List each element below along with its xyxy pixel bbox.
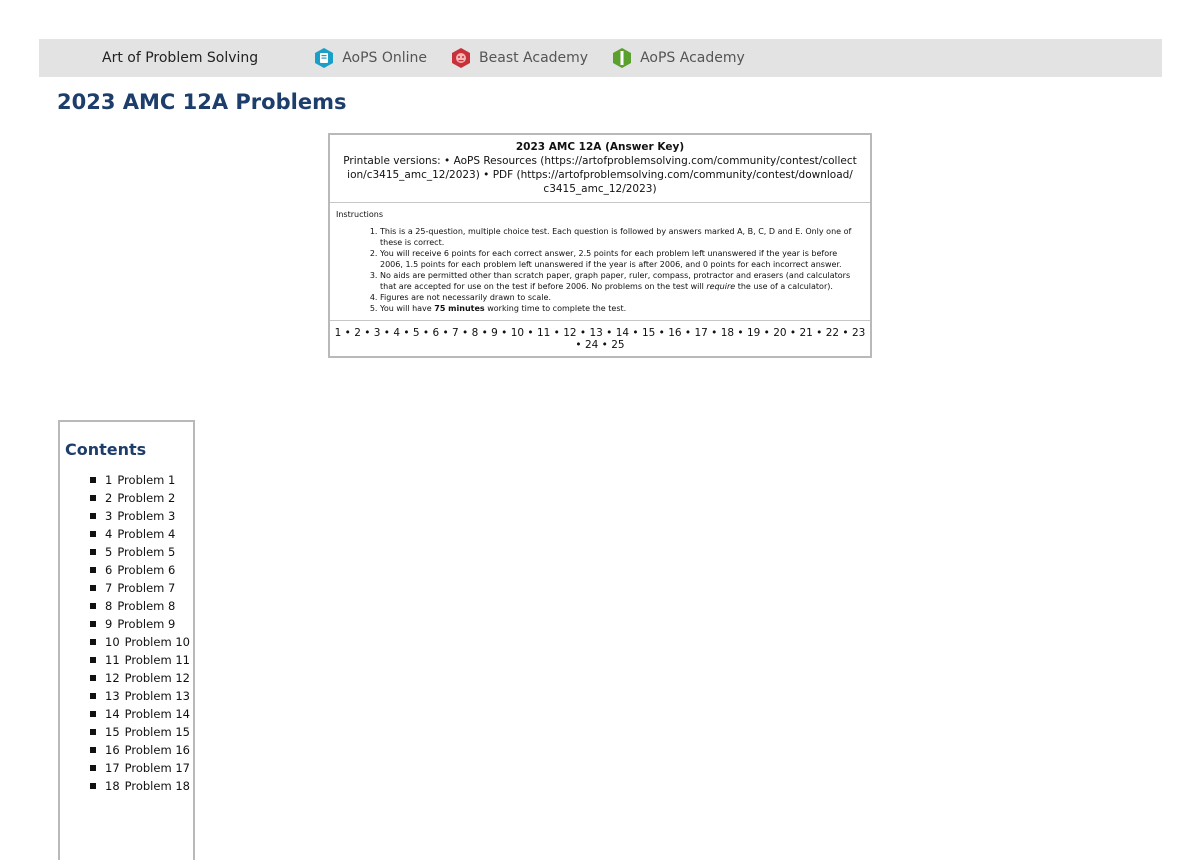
problem-number-link[interactable]: 12 — [563, 327, 577, 339]
problem-number-link[interactable]: 17 — [694, 327, 708, 339]
separator-bullet: • — [734, 327, 747, 339]
bullet-icon — [90, 747, 96, 753]
toc-item[interactable] — [90, 525, 193, 543]
toc-item-number: 18 — [105, 779, 120, 793]
toc-item-number: 8 — [105, 599, 113, 613]
toc-item[interactable] — [90, 507, 193, 525]
nav-link-beast-academy[interactable] — [451, 47, 588, 69]
page-title: 2023 AMC 12A Problems — [57, 90, 347, 114]
info-box-title — [336, 140, 864, 154]
separator-bullet: • — [458, 327, 472, 339]
problem-number-link[interactable]: 20 — [773, 327, 787, 339]
nav-link-label: Beast Academy — [479, 50, 589, 66]
instructions-label: Instructions — [336, 210, 383, 219]
toc-item[interactable] — [90, 579, 193, 597]
instructions-section — [330, 203, 870, 321]
instructions-list — [336, 226, 858, 314]
separator-bullet: • — [419, 327, 433, 339]
separator-bullet: • — [786, 327, 800, 339]
bullet-icon — [90, 531, 96, 537]
problem-number-link[interactable]: 19 — [746, 327, 761, 339]
separator-bullet: • — [478, 327, 492, 339]
toc-item-number: 12 — [105, 671, 120, 685]
toc-item-number: 6 — [105, 563, 113, 577]
toc-item[interactable] — [90, 759, 193, 777]
bullet-icon — [90, 765, 96, 771]
separator-bullet: • — [400, 327, 413, 339]
info-box-header — [330, 135, 870, 203]
problem-number-link[interactable]: 15 — [641, 327, 656, 339]
title-prefix: 2023 AMC 12A ( — [515, 141, 610, 153]
problem-number-link[interactable]: 2 — [354, 327, 361, 339]
bullet-icon — [90, 621, 96, 627]
toc-item-number: 3 — [105, 509, 113, 523]
separator-bullet: • — [655, 327, 669, 339]
toc-item-number: 13 — [105, 689, 120, 703]
toc-item[interactable] — [90, 741, 193, 759]
toc-item-number: 16 — [105, 743, 120, 757]
toc-item-label: Problem 1 — [117, 473, 176, 487]
contest-info-box — [328, 133, 872, 358]
separator-bullet: • — [707, 327, 721, 339]
nav-link-label: AoPS Online — [342, 50, 428, 66]
toc-item-label: Problem 3 — [117, 509, 176, 523]
toc-item-label: Problem 5 — [117, 545, 176, 559]
toc-item[interactable] — [90, 669, 193, 687]
table-of-contents — [58, 420, 195, 860]
instruction-text: the use of a calculator). — [735, 282, 833, 291]
toc-item[interactable] — [90, 561, 193, 579]
aops-online-icon — [314, 47, 334, 69]
instruction-item: 1. This is a 25-question, multiple choice test. Each question is followed by answers marked A, B, C, D and E. Only one of these is correct. — [380, 226, 858, 248]
instruction-text: working time to complete the test. — [484, 304, 627, 313]
instruction-item: 2. You will receive 6 points for each correct answer, 2.5 points for each problem left unanswered if the year is before 2006, 1.5 points for each problem left unanswered if the year is after 2006, and 0 points for each incorrect answer. — [380, 248, 858, 270]
problem-number-link[interactable]: 1 — [334, 327, 342, 339]
toc-item[interactable] — [90, 471, 193, 489]
separator-bullet: • — [341, 327, 355, 339]
separator-bullet: • — [598, 339, 612, 351]
beast-academy-icon — [451, 47, 471, 69]
toc-item-label: Problem 6 — [117, 563, 176, 577]
problem-number-link[interactable]: 16 — [668, 327, 682, 339]
nav-link-label: AoPS Academy — [640, 50, 745, 66]
toc-item-number: 5 — [105, 545, 113, 559]
instruction-text: No aids are permitted other than scratch paper, graph paper, ruler, compass, protractor and erasers (and calculators that are accepted for use on the test if before 2006. No problems on the test will — [380, 271, 851, 291]
separator-bullet: • — [550, 327, 564, 339]
problem-number-link[interactable]: 9 — [491, 327, 498, 339]
bullet-icon — [90, 657, 96, 663]
aops-academy-icon — [612, 47, 632, 69]
nav-link-aops-academy[interactable] — [612, 47, 745, 69]
separator-bullet: • — [760, 327, 774, 339]
toc-item-number: 14 — [105, 707, 120, 721]
toc-item-number: 1 — [105, 473, 113, 487]
bullet-icon — [90, 549, 96, 555]
instruction-strong: 75 minutes — [434, 304, 485, 313]
problem-number-link[interactable]: 5 — [412, 327, 420, 339]
toc-item-label: Problem 7 — [117, 581, 176, 595]
printable-versions-line-2[interactable]: ion/c3415_amc_12/2023) • PDF (https://artofproblemsolving.com/community/contest/download/ — [347, 169, 853, 181]
problem-number-link[interactable]: 13 — [589, 327, 603, 339]
toc-item-label: Problem 4 — [117, 527, 176, 541]
bullet-icon — [90, 639, 96, 645]
separator-bullet: • — [524, 327, 537, 339]
bullet-icon — [90, 513, 96, 519]
separator-bullet: • — [576, 327, 590, 339]
bullet-icon — [90, 675, 96, 681]
problem-number-link[interactable]: 24 — [584, 339, 599, 351]
toc-item-label: Problem 17 — [124, 761, 190, 775]
separator-bullet: • — [629, 327, 642, 339]
toc-item[interactable] — [90, 777, 193, 795]
toc-item-label: Problem 9 — [117, 617, 176, 631]
toc-item-label: Problem 12 — [124, 671, 190, 685]
toc-item-label: Problem 8 — [117, 599, 176, 613]
bullet-icon — [90, 729, 96, 735]
separator-bullet: • — [812, 327, 826, 339]
problem-number-link[interactable]: 11 — [536, 327, 551, 339]
toc-list — [60, 471, 193, 795]
instruction-text: You will have — [380, 304, 435, 313]
site-name-link[interactable]: Art of Problem Solving — [102, 50, 259, 66]
toc-item-number: 17 — [105, 761, 120, 775]
toc-item[interactable] — [90, 543, 193, 561]
toc-item-label: Problem 14 — [124, 707, 190, 721]
separator-bullet: • — [497, 327, 511, 339]
toc-item-label: Problem 15 — [124, 725, 190, 739]
problem-number-link[interactable]: 21 — [799, 327, 813, 339]
toc-item-number: 10 — [105, 635, 120, 649]
top-navigation-bar — [39, 39, 1162, 77]
toc-item-number: 15 — [105, 725, 120, 739]
toc-item[interactable] — [90, 651, 193, 669]
toc-item-number: 11 — [105, 653, 120, 667]
toc-item[interactable] — [90, 723, 193, 741]
bullet-icon — [90, 783, 96, 789]
toc-item-label: Problem 11 — [124, 653, 190, 667]
separator-bullet: • — [681, 327, 695, 339]
toc-item[interactable] — [90, 633, 193, 651]
printable-versions-line-3[interactable]: c3415_amc_12/2023) — [543, 183, 657, 195]
toc-item-number: 2 — [105, 491, 113, 505]
toc-item-label: Problem 16 — [124, 743, 190, 757]
bullet-icon — [90, 711, 96, 717]
separator-bullet: • — [602, 327, 616, 339]
problem-number-link[interactable]: 18 — [720, 327, 735, 339]
bullet-icon — [90, 477, 96, 483]
instruction-emphasis: require — [706, 282, 736, 291]
instruction-item — [380, 303, 858, 314]
bullet-icon — [90, 567, 96, 573]
toc-item-number: 4 — [105, 527, 113, 541]
toc-title: Contents — [65, 440, 147, 459]
instruction-item — [380, 270, 858, 292]
bullet-icon — [90, 495, 96, 501]
problem-number-links — [330, 321, 870, 356]
separator-bullet: • — [839, 327, 852, 339]
title-suffix: ) — [679, 141, 685, 153]
toc-item-number: 7 — [105, 581, 113, 595]
instruction-item: 4. Figures are not necessarily drawn to scale. — [380, 292, 858, 303]
toc-item[interactable] — [90, 687, 193, 705]
problem-number-link[interactable]: 3 — [373, 327, 381, 339]
separator-bullet: • — [575, 339, 585, 351]
toc-item-label: Problem 2 — [117, 491, 176, 505]
printable-versions-line-1[interactable]: Printable versions: • AoPS Resources (https://artofproblemsolving.com/community/contest/collect — [343, 155, 857, 167]
problem-number-link[interactable]: 25 — [611, 339, 625, 351]
toc-item-label: Problem 13 — [124, 689, 190, 703]
nav-link-aops-online[interactable] — [314, 47, 427, 69]
problem-number-link[interactable]: 8 — [471, 327, 479, 339]
separator-bullet: • — [360, 327, 374, 339]
bullet-icon — [90, 693, 96, 699]
toc-item-label: Problem 10 — [124, 635, 190, 649]
problem-number-link[interactable]: 14 — [615, 327, 630, 339]
problem-number-link[interactable]: 22 — [825, 327, 840, 339]
problem-number-link[interactable]: 10 — [510, 327, 525, 339]
toc-item[interactable] — [90, 705, 193, 723]
toc-item[interactable] — [90, 489, 193, 507]
answer-key-link[interactable]: Answer Key — [609, 141, 680, 153]
separator-bullet: • — [380, 327, 394, 339]
toc-item-label: Problem 18 — [124, 779, 190, 793]
problem-number-link[interactable]: 7 — [452, 327, 459, 339]
toc-item-number: 9 — [105, 617, 113, 631]
problem-number-link[interactable]: 23 — [851, 327, 866, 339]
problem-number-link[interactable]: 4 — [393, 327, 401, 339]
toc-item[interactable] — [90, 615, 193, 633]
bullet-icon — [90, 603, 96, 609]
toc-item[interactable] — [90, 597, 193, 615]
problem-number-link[interactable]: 6 — [432, 327, 440, 339]
separator-bullet: • — [439, 327, 453, 339]
bullet-icon — [90, 585, 96, 591]
